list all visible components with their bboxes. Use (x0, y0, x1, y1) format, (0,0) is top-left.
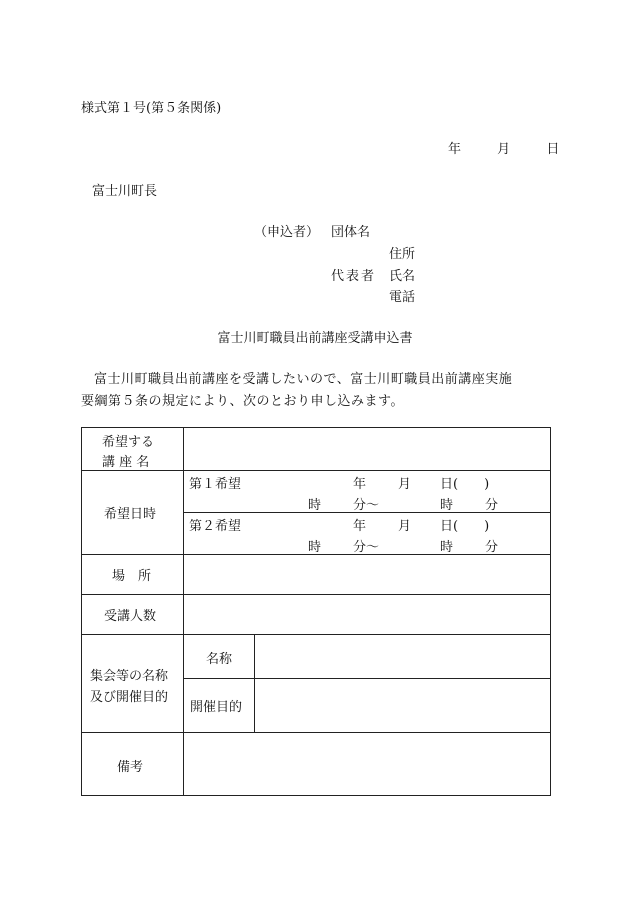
place-label: 場 所 (112, 569, 152, 584)
meeting-label-line1: 集会等の名称 (90, 669, 169, 684)
course-label-line1: 希望する (102, 435, 155, 450)
choice2-month: 月 (398, 519, 412, 534)
course-name-field[interactable] (184, 428, 550, 470)
choice1-start-hour: 時 (308, 498, 322, 513)
addressee: 富士川町長 (92, 184, 158, 199)
application-table (81, 427, 551, 796)
representative-label: 代表者 (331, 269, 377, 284)
date-label: 希望日時 (104, 507, 157, 522)
remarks-field[interactable] (184, 733, 550, 795)
document-title: 富士川町職員出前講座受講申込書 (217, 331, 413, 346)
choice1-month: 月 (398, 477, 412, 492)
choice2-end-hour: 時 (440, 540, 454, 555)
meeting-purpose-label: 開催目的 (190, 700, 243, 715)
date-line (440, 138, 559, 157)
choice2-day: 日( ) (440, 519, 490, 534)
meeting-purpose-field[interactable] (255, 679, 550, 732)
form-number: 様式第１号(第５条関係) (81, 101, 222, 116)
meeting-name-label: 名称 (206, 652, 233, 667)
applicant-tag: （申込者） (254, 225, 320, 240)
phone-label: 電話 (389, 290, 416, 305)
choice2-start-minute: 分〜 (353, 540, 380, 555)
choice1-end-hour: 時 (440, 498, 454, 513)
org-name-label: 団体名 (331, 225, 371, 240)
choice1-label: 第１希望 (189, 477, 242, 492)
remarks-label: 備考 (117, 760, 144, 775)
course-label-line2: 講 座 名 (102, 455, 150, 470)
body-text (81, 369, 551, 413)
rep-name-label: 氏名 (389, 269, 416, 284)
choice2-start-hour: 時 (308, 540, 322, 555)
meeting-name-field[interactable] (255, 635, 550, 678)
meeting-label-line2: 及び開催目的 (90, 690, 169, 705)
choice1-day: 日( ) (440, 477, 490, 492)
attendees-field[interactable] (184, 595, 550, 634)
choice2-label: 第２希望 (189, 519, 242, 534)
choice2-year: 年 (353, 519, 367, 534)
place-field[interactable] (184, 555, 550, 594)
date-year: 年 (448, 142, 462, 157)
body-line-2: 要綱第５条の規定により、次のとおり申し込みます。 (81, 394, 404, 409)
choice1-end-minute: 分 (485, 498, 499, 513)
body-line-1: 富士川町職員出前講座を受講したいので、富士川町職員出前講座実施 (94, 372, 513, 387)
choice1-start-minute: 分〜 (353, 498, 380, 513)
choice2-end-minute: 分 (485, 540, 499, 555)
choice1-year: 年 (353, 477, 367, 492)
date-month: 月 (497, 142, 511, 157)
address-label: 住所 (389, 247, 416, 262)
date-day: 日 (546, 142, 560, 157)
attendees-label: 受講人数 (104, 609, 157, 624)
